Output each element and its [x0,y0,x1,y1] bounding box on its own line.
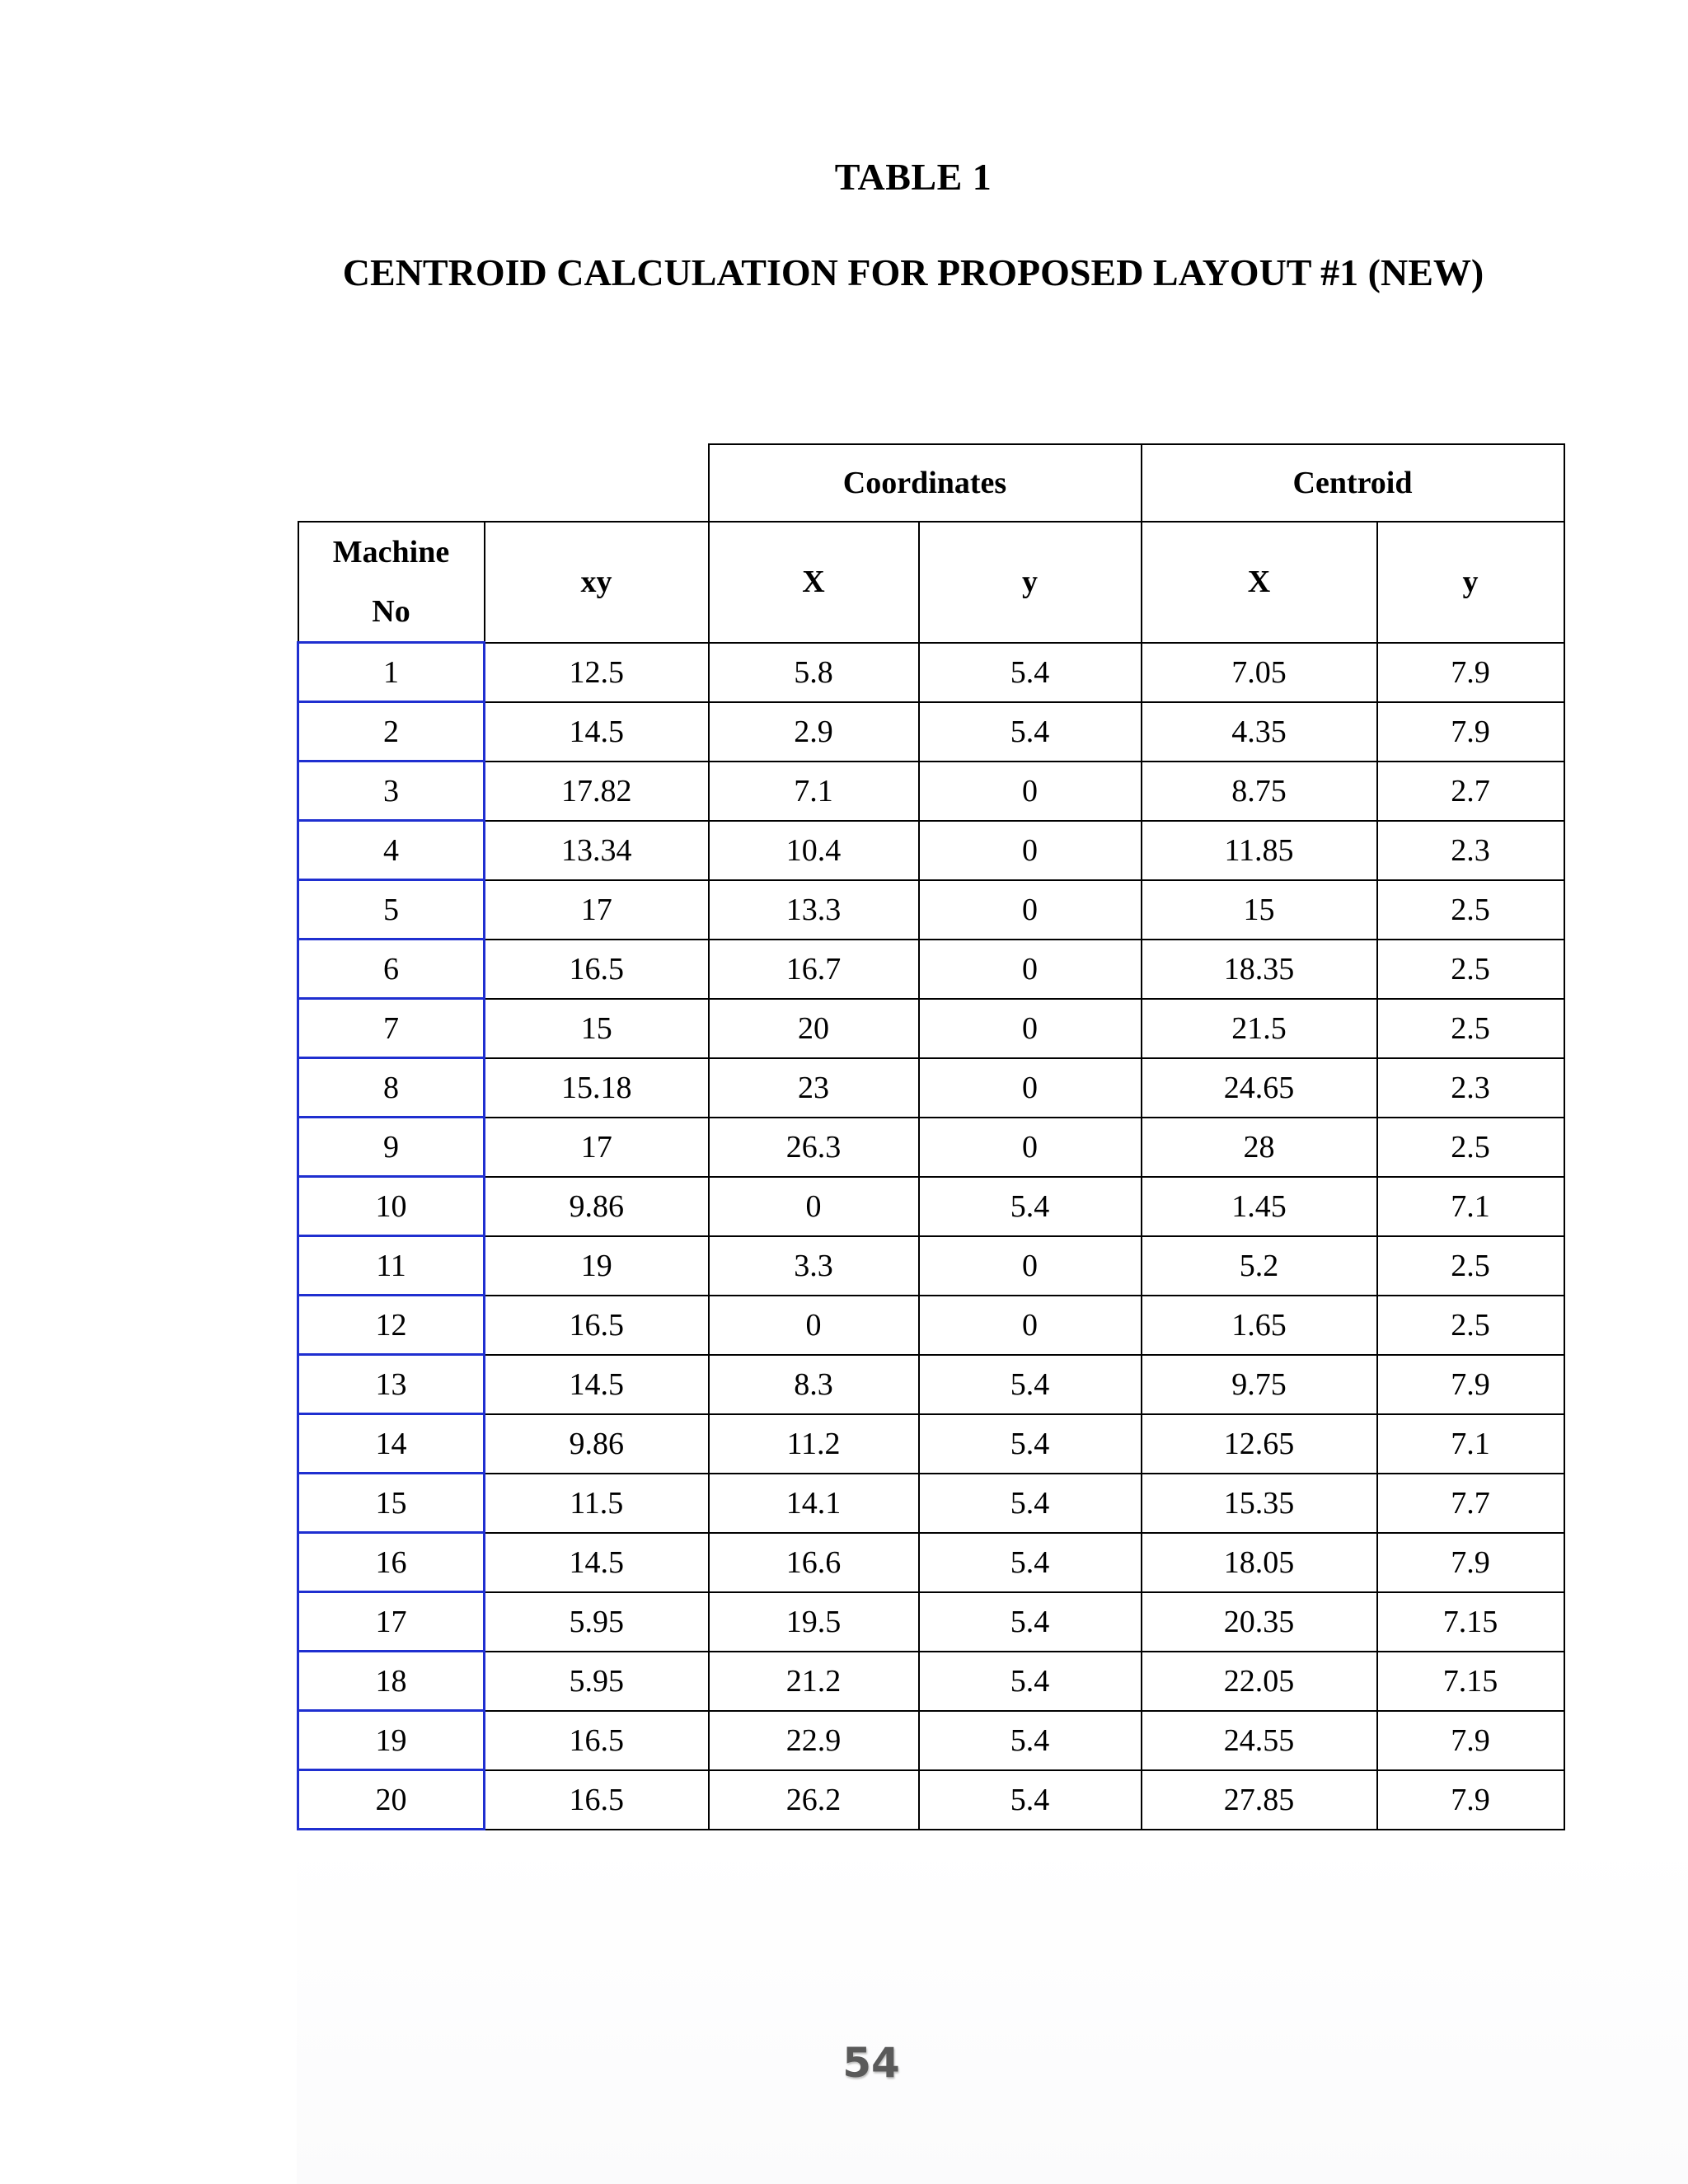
table-row [298,880,1564,940]
centroid-y-cell: 7.9 [1377,643,1564,702]
table-row [298,762,1564,821]
centroid-y-cell: 7.9 [1377,702,1564,762]
column-header-coord-y: y [919,522,1142,643]
centroid-y-cell: 2.5 [1377,999,1564,1058]
centroid-x-cell: 1.45 [1142,1177,1377,1236]
coord-y-cell: 5.4 [919,702,1142,762]
group-header-coordinates: Coordinates [709,444,1142,522]
centroid-x-cell: 28 [1142,1118,1377,1177]
xy-cell: 17 [485,880,709,940]
centroid-y-cell: 7.1 [1377,1414,1564,1474]
centroid-x-cell: 15 [1142,880,1377,940]
centroid-x-cell: 7.05 [1142,643,1377,702]
machine-header-line2: No [372,594,410,629]
centroid-x-cell: 5.2 [1142,1236,1377,1296]
coord-y-cell: 5.4 [919,1355,1142,1414]
xy-cell: 17 [485,1118,709,1177]
table-row [298,1770,1564,1830]
coord-x-cell: 8.3 [709,1355,919,1414]
xy-cell: 16.5 [485,1770,709,1830]
xy-cell: 5.95 [485,1592,709,1652]
page-background [297,1838,1688,2184]
centroid-y-cell: 7.15 [1377,1652,1564,1711]
coord-y-cell: 0 [919,821,1142,880]
column-header-xy: xy [485,522,709,643]
centroid-y-cell: 7.7 [1377,1474,1564,1533]
table-row [298,1236,1564,1296]
machine-no-cell: 15 [298,1474,485,1533]
table-row [298,1474,1564,1533]
xy-cell: 19 [485,1236,709,1296]
coord-x-cell: 23 [709,1058,919,1118]
table-row [298,821,1564,880]
machine-no-cell: 1 [298,643,485,702]
coord-y-cell: 0 [919,1296,1142,1355]
xy-cell: 9.86 [485,1177,709,1236]
group-header-centroid: Centroid [1142,444,1564,522]
coord-y-cell: 5.4 [919,1533,1142,1592]
machine-no-cell: 3 [298,762,485,821]
coord-x-cell: 16.7 [709,940,919,999]
centroid-x-cell: 20.35 [1142,1592,1377,1652]
coord-x-cell: 3.3 [709,1236,919,1296]
coord-y-cell: 5.4 [919,1652,1142,1711]
centroid-y-cell: 7.1 [1377,1177,1564,1236]
coord-y-cell: 5.4 [919,643,1142,702]
coord-x-cell: 5.8 [709,643,919,702]
centroid-y-cell: 7.9 [1377,1711,1564,1770]
centroid-x-cell: 8.75 [1142,762,1377,821]
coord-x-cell: 21.2 [709,1652,919,1711]
machine-no-cell: 17 [298,1592,485,1652]
table-row [298,1296,1564,1355]
xy-cell: 14.5 [485,1533,709,1592]
centroid-y-cell: 2.5 [1377,940,1564,999]
machine-no-cell: 8 [298,1058,485,1118]
coord-x-cell: 2.9 [709,702,919,762]
machine-no-cell: 11 [298,1236,485,1296]
coord-y-cell: 0 [919,1118,1142,1177]
xy-cell: 14.5 [485,1355,709,1414]
coord-x-cell: 22.9 [709,1711,919,1770]
coord-x-cell: 7.1 [709,762,919,821]
xy-cell: 17.82 [485,762,709,821]
table-row [298,1118,1564,1177]
centroid-y-cell: 2.5 [1377,1118,1564,1177]
coord-x-cell: 0 [709,1296,919,1355]
centroid-x-cell: 18.35 [1142,940,1377,999]
table-body [298,643,1564,1830]
centroid-y-cell: 2.3 [1377,821,1564,880]
centroid-y-cell: 7.15 [1377,1592,1564,1652]
coord-x-cell: 13.3 [709,880,919,940]
column-header-centroid-y: y [1377,522,1564,643]
machine-no-cell: 14 [298,1414,485,1474]
coord-x-cell: 16.6 [709,1533,919,1592]
machine-no-cell: 18 [298,1652,485,1711]
table-row [298,702,1564,762]
coord-x-cell: 0 [709,1177,919,1236]
centroid-x-cell: 1.65 [1142,1296,1377,1355]
machine-no-cell: 7 [298,999,485,1058]
table-row [298,1355,1564,1414]
centroid-y-cell: 2.7 [1377,762,1564,821]
coord-y-cell: 5.4 [919,1770,1142,1830]
coord-x-cell: 11.2 [709,1414,919,1474]
coord-y-cell: 0 [919,880,1142,940]
machine-header-line1: Machine [332,535,450,569]
centroid-y-cell: 7.9 [1377,1770,1564,1830]
centroid-y-cell: 2.5 [1377,880,1564,940]
table-row [298,643,1564,702]
table-row [298,1414,1564,1474]
group-header-blank [298,444,709,522]
column-header-coord-x: X [709,522,919,643]
table-title: TABLE 1 [834,156,992,198]
xy-cell: 16.5 [485,1296,709,1355]
machine-no-cell: 19 [298,1711,485,1770]
machine-no-cell: 9 [298,1118,485,1177]
centroid-x-cell: 27.85 [1142,1770,1377,1830]
column-header-machine-no [298,522,485,643]
coord-x-cell: 14.1 [709,1474,919,1533]
xy-cell: 14.5 [485,702,709,762]
xy-cell: 11.5 [485,1474,709,1533]
coord-y-cell: 5.4 [919,1177,1142,1236]
column-header-centroid-x: X [1142,522,1377,643]
table-row [298,1711,1564,1770]
coord-y-cell: 5.4 [919,1711,1142,1770]
xy-cell: 12.5 [485,643,709,702]
centroid-x-cell: 21.5 [1142,999,1377,1058]
machine-no-cell: 13 [298,1355,485,1414]
table-row [298,1177,1564,1236]
centroid-x-cell: 15.35 [1142,1474,1377,1533]
xy-cell: 16.5 [485,940,709,999]
centroid-x-cell: 4.35 [1142,702,1377,762]
machine-no-cell: 4 [298,821,485,880]
coord-y-cell: 0 [919,940,1142,999]
xy-cell: 13.34 [485,821,709,880]
table-row [298,1592,1564,1652]
group-header-row [298,444,1564,522]
xy-cell: 15.18 [485,1058,709,1118]
coord-x-cell: 26.3 [709,1118,919,1177]
table-row [298,1652,1564,1711]
machine-no-cell: 12 [298,1296,485,1355]
coord-y-cell: 5.4 [919,1414,1142,1474]
coord-y-cell: 0 [919,1058,1142,1118]
centroid-y-cell: 2.5 [1377,1296,1564,1355]
machine-no-cell: 2 [298,702,485,762]
centroid-x-cell: 22.05 [1142,1652,1377,1711]
coord-y-cell: 0 [919,1236,1142,1296]
centroid-y-cell: 2.5 [1377,1236,1564,1296]
machine-no-cell: 10 [298,1177,485,1236]
centroid-x-cell: 12.65 [1142,1414,1377,1474]
centroid-y-cell: 7.9 [1377,1355,1564,1414]
table-row [298,999,1564,1058]
xy-cell: 16.5 [485,1711,709,1770]
page-number: 54 [842,2039,900,2087]
machine-no-cell: 20 [298,1770,485,1830]
centroid-x-cell: 18.05 [1142,1533,1377,1592]
coord-y-cell: 5.4 [919,1592,1142,1652]
coord-y-cell: 0 [919,999,1142,1058]
coord-x-cell: 10.4 [709,821,919,880]
coord-x-cell: 26.2 [709,1770,919,1830]
xy-cell: 15 [485,999,709,1058]
coord-x-cell: 20 [709,999,919,1058]
coord-y-cell: 0 [919,762,1142,821]
column-header-row [298,522,1564,643]
centroid-x-cell: 24.65 [1142,1058,1377,1118]
centroid-table [297,443,1565,1830]
table-row [298,940,1564,999]
machine-no-cell: 6 [298,940,485,999]
centroid-x-cell: 24.55 [1142,1711,1377,1770]
centroid-x-cell: 11.85 [1142,821,1377,880]
table-row [298,1533,1564,1592]
coord-x-cell: 19.5 [709,1592,919,1652]
coord-y-cell: 5.4 [919,1474,1142,1533]
table-row [298,1058,1564,1118]
centroid-y-cell: 2.3 [1377,1058,1564,1118]
machine-no-cell: 5 [298,880,485,940]
xy-cell: 5.95 [485,1652,709,1711]
machine-no-cell: 16 [298,1533,485,1592]
centroid-y-cell: 7.9 [1377,1533,1564,1592]
centroid-x-cell: 9.75 [1142,1355,1377,1414]
xy-cell: 9.86 [485,1414,709,1474]
table-subtitle: CENTROID CALCULATION FOR PROPOSED LAYOUT #1 (NEW) [342,251,1484,293]
